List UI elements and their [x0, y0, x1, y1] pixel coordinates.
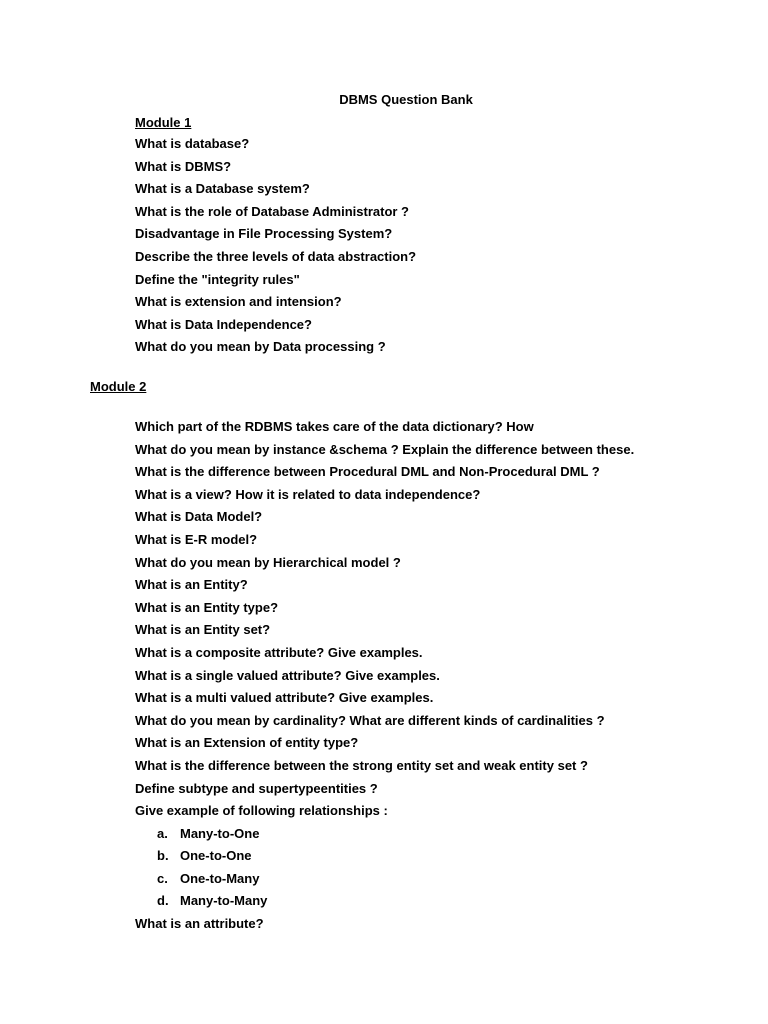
- question-text: What is database?: [135, 136, 250, 151]
- question-text: What is an Extension of entity type?: [135, 735, 359, 751]
- question-text: Give example of following relationships :: [135, 803, 388, 819]
- question-text: What is the role of Database Administrator ?: [135, 203, 410, 219]
- question-text: What is a single valued attribute? Give examples.: [135, 667, 440, 683]
- relationship-letter: c.: [157, 870, 168, 886]
- question-text: What is an attribute?: [135, 916, 264, 932]
- question-text: What is the difference between Procedural DML and Non-Procedural DML ?: [135, 464, 600, 480]
- question-text: Define the "integrity rules": [135, 271, 300, 287]
- relationship-text: One-to-One: [180, 848, 252, 864]
- question-text: What is an Entity type?: [135, 599, 279, 615]
- question-text: Which part of the RDBMS takes care of the data dictionary? How: [135, 419, 534, 434]
- question-text: What is a multi valued attribute? Give examples.: [135, 690, 434, 706]
- question-text: What is extension and intension?: [135, 294, 342, 310]
- relationship-letter: b.: [157, 848, 169, 864]
- question-text: What is a Database system?: [135, 181, 310, 197]
- question-text: Define subtype and supertypeentities ?: [135, 780, 378, 796]
- module-1-heading: Module 1: [135, 115, 192, 130]
- relationship-letter: a.: [157, 825, 168, 841]
- question-text: What do you mean by instance &schema ? Explain the difference between these.: [135, 441, 635, 457]
- relationship-text: Many-to-Many: [180, 893, 268, 909]
- document-title: DBMS Question Bank: [339, 92, 473, 107]
- question-text: What is a composite attribute? Give examples.: [135, 644, 423, 660]
- question-text: What is DBMS?: [135, 158, 232, 174]
- question-text: What is Data Model?: [135, 509, 263, 525]
- question-text: Disadvantage in File Processing System?: [135, 226, 393, 242]
- module-2-heading: Module 2: [90, 379, 147, 394]
- question-text: What is E-R model?: [135, 531, 258, 547]
- relationship-text: One-to-Many: [180, 870, 260, 886]
- question-text: What do you mean by Data processing ?: [135, 339, 386, 355]
- question-text: What do you mean by cardinality? What are different kinds of cardinalities ?: [135, 712, 605, 728]
- question-text: What is a view? How it is related to data independence?: [135, 486, 481, 502]
- question-text: What is an Entity?: [135, 577, 248, 593]
- relationship-letter: d.: [157, 893, 169, 909]
- relationship-text: Many-to-One: [180, 825, 260, 841]
- question-text: What is an Entity set?: [135, 622, 271, 638]
- question-text: What do you mean by Hierarchical model ?: [135, 554, 401, 570]
- question-text: What is the difference between the strong entity set and weak entity set ?: [135, 757, 588, 773]
- question-text: Describe the three levels of data abstraction?: [135, 248, 417, 264]
- question-text: What is Data Independence?: [135, 316, 312, 332]
